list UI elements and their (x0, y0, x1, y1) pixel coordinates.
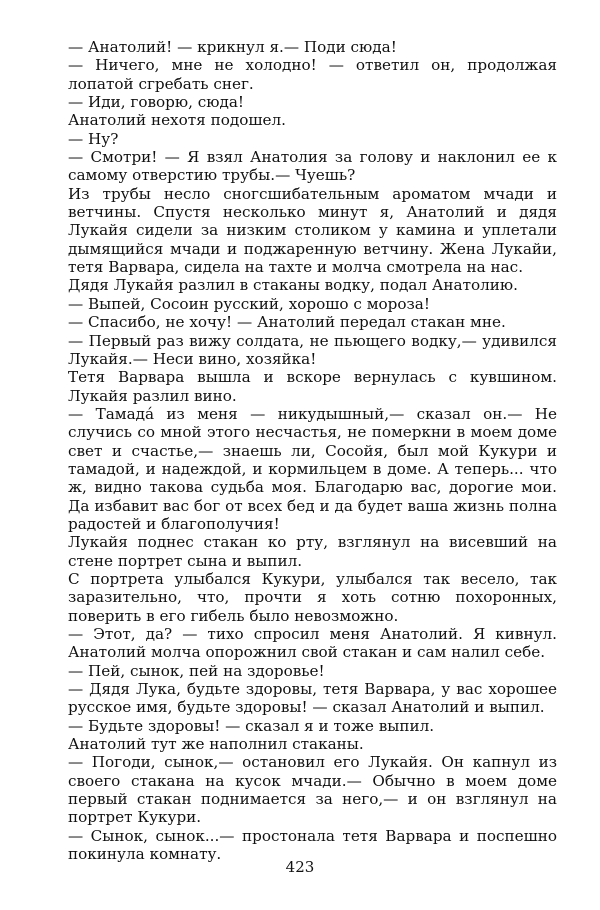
page-number: 423 (285, 858, 315, 876)
paragraph: Дядя Лукайя разлил в стаканы водку, подал Анатолию. (68, 276, 518, 295)
paragraph: — Погоди, сынок,— остановил его Лукайя. Он капнул из своего стакана на кусок мчади.— Обычно в моем доме первый стакан поднимается за него,— и он взглянул на портрет Кукури. (68, 753, 557, 827)
paragraph: — Пей, сынок, пей на здоровье! (68, 661, 325, 680)
paragraph: Анатолий нехотя подошел. (68, 111, 286, 130)
paragraph: — Ну? (68, 129, 119, 148)
paragraph: — Иди, говорю, сюда! (68, 93, 245, 112)
paragraph: — Дядя Лука, будьте здоровы, тетя Варвара, у вас хорошее русское имя, будьте здоровы! — сказал Анатолий и выпил. (68, 680, 557, 717)
paragraph: — Первый раз вижу солдата, не пьющего водку,— удивился Лукайя.— Неси вино, хозяйка! (68, 331, 557, 368)
paragraph: Тетя Варвара вышла и вскоре вернулась с кувшином. Лукайя разлил вино. (68, 368, 557, 405)
paragraph: Лукайя поднес стакан ко рту, взглянул на висевший на стене портрет сына и выпил. (68, 533, 557, 570)
paragraph: — Тамада́ из меня — никудышный,— сказал он.— Не случись со мной этого несчастья, не померкни в моем доме свет и счастье,— знаешь ли, Сосойя, был мой Кукури и тамадой, и надеждой, и кормильцем в доме. А теперь... что ж, видно такова судьба моя. Благодарю вас, дорогие мои. Да избавит вас бог от всех бед и да будет ваша жизнь полна радостей и благополучия! (68, 404, 557, 533)
paragraph: Анатолий тут же наполнил стаканы. (68, 735, 364, 754)
paragraph: — Ничего, мне не холодно! — ответил он, продолжая лопатой сгребать снег. (68, 56, 557, 93)
paragraph: — Выпей, Сосоин русский, хорошо с мороза! (68, 294, 430, 313)
paragraph: — Будьте здоровы! — сказал я и тоже выпил. (68, 716, 435, 735)
paragraph: — Сынок, сынок...— простонала тетя Варвара и поспешно покинула комнату. (68, 826, 557, 864)
paragraph: — Анатолий! — крикнул я.— Поди сюда! (68, 38, 397, 56)
page-text (68, 38, 557, 863)
book-page (68, 38, 557, 863)
paragraph: — Этот, да? — тихо спросил меня Анатолий. Я кивнул. Анатолий молча опорожнил свой стакан и сам налил себе. (68, 625, 557, 662)
paragraph: — Смотри! — Я взял Анатолия за голову и наклонил ее к самому отверстию трубы.— Чуешь? (68, 148, 557, 185)
paragraph: С портрета улыбался Кукури, улыбался так весело, так заразительно, что, прочти я хоть сотню похоронных, поверить в его гибель было невозможно. (68, 569, 557, 625)
paragraph: Из трубы несло сногсшибательным ароматом мчади и ветчины. Спустя несколько минут я, Анатолий и дядя Лукайя сидели за низким столиком у камина и уплетали дымящийся мчади и поджаренную ветчину. Жена Лукайи, тетя Варвара, сидела на тахте и молча смотрела на нас. (68, 184, 557, 277)
paragraph: — Спасибо, не хочу! — Анатолий передал стакан мне. (68, 313, 506, 332)
